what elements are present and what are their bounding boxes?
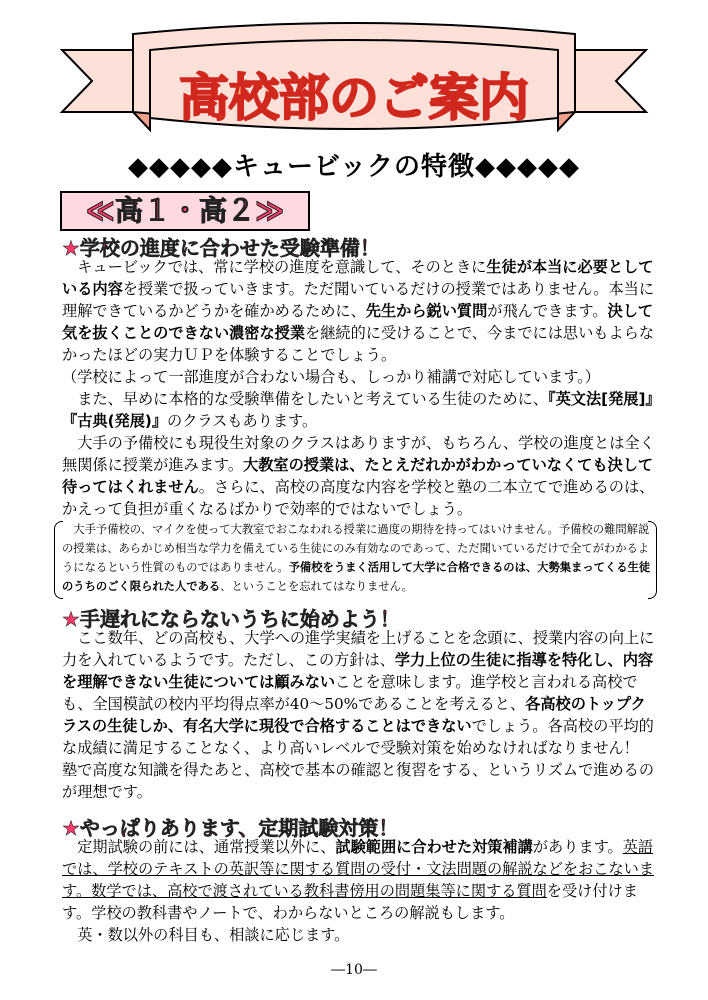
paragraph bbox=[62, 388, 656, 432]
body-text: （学校によって一部進度が合わない場合も、しっかり補講で対応しています。） bbox=[62, 368, 600, 386]
body-text: 英・数以外の科目も、相談に応じます。 bbox=[77, 926, 350, 944]
paragraph bbox=[62, 366, 656, 388]
section-body-start-early bbox=[62, 627, 656, 803]
body-text: 。さらに、高校の高度な内容を学校と塾の二本立てで進めるのは、かえって負担が重くなるばかりで効率的ではないでしょう。 bbox=[62, 478, 655, 518]
emphasis-text: 試験範囲に合わせた対策補講 bbox=[335, 838, 533, 856]
body-text: を受け付けます。学校の教科書やノートで、わからないところの解説もします。 bbox=[62, 882, 638, 922]
body-text: 数学では、高校で渡されている教科書傍用の問題集等に関する質問 bbox=[91, 882, 547, 900]
ribbon-graphic bbox=[0, 0, 708, 150]
section-heading-start-early: ★手遅れにならないうちに始めよう！ bbox=[62, 607, 400, 631]
body-text: キュービックでは、常に学校の進度を意識して、そのときに bbox=[77, 258, 487, 276]
body-text: を授業で扱っていきます。ただ聞いているだけの授業ではありません。本当に理解できているかどうかを確かめるために、 bbox=[62, 280, 655, 320]
paragraph bbox=[62, 432, 656, 520]
note-text bbox=[62, 520, 652, 596]
section-heading-exam-prep: ★やっぱりあります、定期試験対策！ bbox=[62, 816, 399, 840]
body-text: があります。 bbox=[532, 838, 623, 856]
body-text: が飛んできます。 bbox=[487, 302, 608, 320]
emphasis-text: 予備校をうまく活用して大学に合格できるのは、大勢集まってくる生徒のうちのごく限られた人である bbox=[62, 561, 651, 593]
features-subtitle: ◆◆◆◆◆キュービックの特徴◆◆◆◆◆ bbox=[128, 152, 580, 182]
paragraph bbox=[62, 627, 656, 803]
emphasis-text: 各高校のトップクラスの生徒しか、有名大学に現役で合格することはできない bbox=[62, 695, 646, 735]
emphasis-text: 大教室の授業は、たとえだれかがわかっていなくても決して待ってはくれません bbox=[62, 456, 654, 496]
body-text: 、ということを忘れてはなりません。 bbox=[220, 580, 413, 593]
paragraph bbox=[62, 924, 656, 946]
body-text: でしょう。各高校の平均的な成績に満足することなく、より高いレベルで受験対策を始めなければなりません！ 塾で高度な知識を得たあと、高校で基本の確認と復習をする、というリズムで進めるのが理想です。 bbox=[62, 717, 655, 801]
body-text: を継続的に受けることで、今までには思いもよらなかったほどの実力ＵＰを体験することでしょう。 bbox=[62, 324, 655, 364]
body-text: 大手の予備校にも現役生対象のクラスはありますが、もちろん、学校の進度とは全く無関係に授業が進みます。 bbox=[62, 434, 655, 474]
body-text: 英語では、学校のテキストの英訳等に関する質問の受付・文法問題の解説などをおこないます。 bbox=[62, 838, 655, 900]
grade-label: ≪高１・高２≫ bbox=[60, 191, 310, 231]
page-title: 高校部のご案内 bbox=[179, 68, 529, 127]
paragraph bbox=[62, 836, 656, 924]
title-banner bbox=[0, 0, 708, 150]
body-text: 大手予備校の、マイクを使って大教室でおこなわれる授業に過度の期待を持ってはいけません。予備校の難問解説の授業は、あらかじめ相当な学力を備えている生徒にのみ有効なのであって、ただ聞いているだけで全てがわかるようになるという性質のものではありません。 bbox=[62, 523, 650, 574]
body-text: ことを意味します。進学校と言われる高校でも、全国模試の校内平均得点率が40～50%であることを考えると、 bbox=[62, 673, 638, 713]
section-heading-pace: ★学校の進度に合わせた受験準備！ bbox=[62, 236, 380, 260]
emphasis-text: 生徒が本当に必要としている内容 bbox=[62, 258, 654, 298]
note-box bbox=[62, 520, 652, 596]
body-text: のクラスもあります。 bbox=[167, 412, 318, 430]
section-body-exam-prep bbox=[62, 836, 656, 946]
emphasis-text: 先生から鋭い質問 bbox=[365, 302, 488, 320]
emphasis-text: 決して気を抜くことのできない濃密な授業 bbox=[62, 302, 654, 342]
page-number: ―10― bbox=[331, 962, 377, 978]
emphasis-text: 『英文法[発展]』『古典(発展)』 bbox=[62, 390, 653, 430]
body-text: 定期試験の前には、通常授業以外に、 bbox=[77, 838, 336, 856]
paragraph bbox=[62, 256, 656, 366]
body-text: ここ数年、どの高校も、大学への進学実績を上げることを念頭に、授業内容の向上に力を入れているようです。ただし、この方針は、 bbox=[62, 629, 655, 669]
body-text: また、早めに本格的な受験準備をしたいと考えている生徒のために、 bbox=[77, 390, 548, 408]
section-body-pace bbox=[62, 256, 656, 432]
section-body-prep-school bbox=[62, 432, 656, 520]
emphasis-text: 学力上位の生徒に指導を特化し、内容を理解できない生徒については顧みない bbox=[62, 651, 654, 691]
